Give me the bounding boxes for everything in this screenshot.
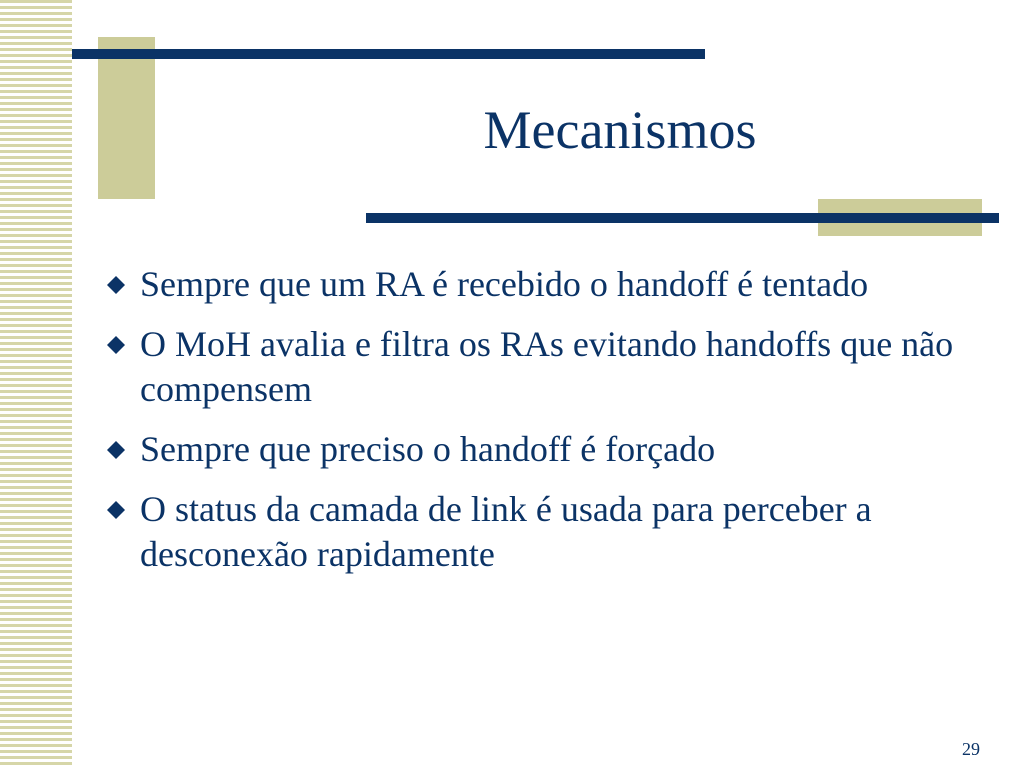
slide-title: Mecanismos: [483, 100, 757, 160]
decorative-tan-block-top: [98, 37, 155, 199]
bullet-list: [105, 262, 965, 592]
diamond-bullet-icon: [107, 336, 125, 354]
bullet-item: [105, 262, 965, 307]
bullet-item: [105, 427, 965, 472]
diamond-bullet-icon: [107, 501, 125, 519]
decorative-stripes: [0, 0, 72, 768]
bullet-text: O MoH avalia e filtra os RAs evitando handoffs que não compensem: [140, 324, 954, 409]
bullet-text: O status da camada de link é usada para perceber a desconexão rapidamente: [140, 489, 872, 574]
diamond-bullet-icon: [107, 276, 125, 294]
bullet-text: Sempre que preciso o handoff é forçado: [140, 429, 716, 469]
page-number: 29: [962, 739, 980, 759]
diamond-bullet-icon: [107, 441, 125, 459]
bullet-item: [105, 322, 965, 412]
title-rule-top: [72, 49, 705, 59]
title-rule-bottom: [366, 213, 999, 223]
bullet-item: [105, 487, 965, 577]
bullet-text: Sempre que um RA é recebido o handoff é tentado: [140, 264, 869, 304]
